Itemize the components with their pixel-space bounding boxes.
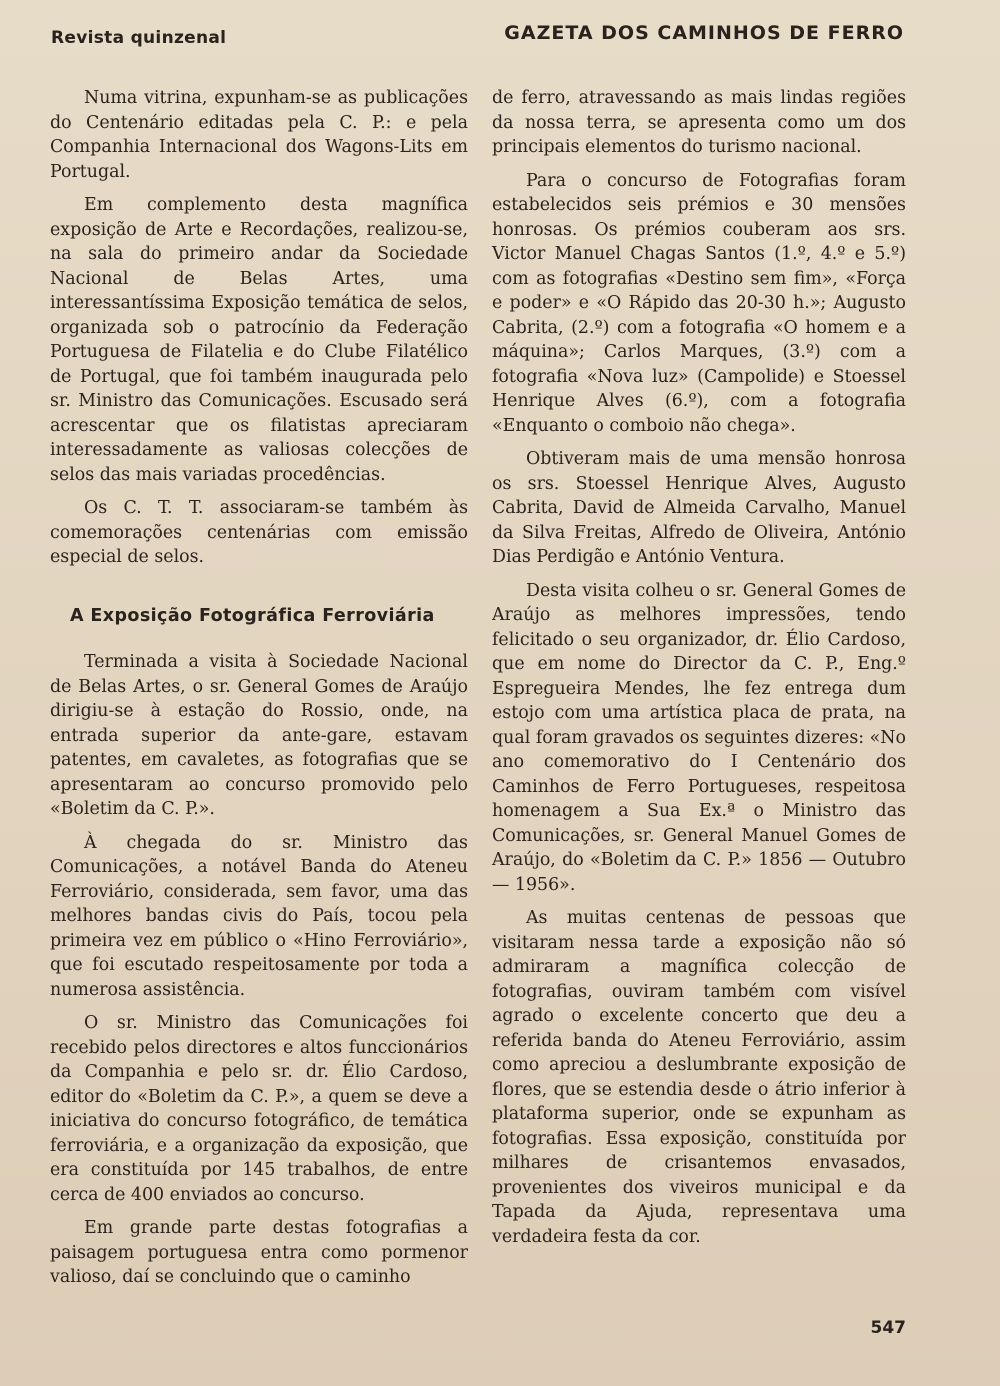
paragraph: À chegada do sr. Ministro das Comunicações, a notável Banda do Ateneu Ferroviário, considerada, sem favor, uma das melhores bandas civis do País, tocou pela primeira vez em público o «Hino Ferroviário», que foi escutado respeitosamente por toda a numerosa assistência.: [50, 832, 468, 1000]
paragraph-continuation: de ferro, atravessando as mais lindas regiões da nossa terra, se apresenta como um dos principais elementos do turismo nacional.: [492, 88, 906, 157]
paragraph: Em grande parte destas fotografias a paisagem portuguesa entra como pormenor valioso, daí se concluindo que o caminho: [50, 1218, 468, 1287]
paragraph: O sr. Ministro das Comunicações foi recebido pelos directores e altos funccionários da Companhia e pelo sr. dr. Élio Cardoso, editor do «Boletim da C. P.», a quem se deve a iniciativa do concurso fotográfico, de temática ferroviária, e a organização da exposição, que era constituída por 145 trabalhos, de entre cerca de 400 enviados ao concurso.: [50, 1013, 468, 1205]
paragraph: Terminada a visita à Sociedade Nacional de Belas Artes, o sr. General Gomes de Araújo dirigiu-se à estação do Rossio, onde, na entrada superior da ante-gare, estavam patentes, em cavaletes, as fotografias que se apresentaram ao concurso promovido pelo «Boletim da C. P.».: [50, 652, 468, 819]
paragraph: Desta visita colheu o sr. General Gomes de Araújo as melhores impressões, tendo felicitado o seu organizador, dr. Élio Cardoso, que em nome do Director da C. P., Eng.º Espregueira Mendes, lhe fez entrega dum estojo com uma artística placa de prata, na qual foram gravados os seguintes dizeres: «No ano comemorativo do I Centenário dos Caminhos de Ferro Portugueses, respeitosa homenagem a Sua Ex.ª o Ministro das Comunicações, sr. General Manuel Gomes de Araújo, do «Boletim da C. P.» 1856 — Outubro — 1956».: [492, 580, 906, 895]
paragraph: Os C. T. T. associaram-se também às comemorações centenárias com emissão especial de selos.: [50, 498, 468, 567]
running-header-right: GAZETA DOS CAMINHOS DE FERRO: [504, 22, 904, 44]
paragraph: Numa vitrina, expunham-se as publicações do Centenário editadas pela C. P.: e pela Companhia Internacional dos Wagons-Lits em Portugal.: [50, 88, 468, 182]
left-column: [50, 86, 468, 1299]
paragraph: As muitas centenas de pessoas que visitaram nessa tarde a exposição não só admiraram a magnífica colecção de fotografias, ouviram também com visível agrado o excelente concerto que deu a referida banda do Ateneu Ferroviário, assim como apreciou a deslumbrante exposição de flores, que se estendia desde o átrio inferior à plataforma superior, onde se expunham as fotografias. Essa exposição, constituída por milhares de crisantemos envasados, provenientes dos viveiros municipal e da Tapada da Ajuda, representava uma verdadeira festa da cor.: [492, 908, 906, 1247]
running-header-left: Revista quinzenal: [51, 28, 227, 48]
right-column: [492, 86, 906, 1258]
paragraph: Obtiveram mais de uma mensão honrosa os srs. Stoessel Henrique Alves, Augusto Cabrita, David de Almeida Carvalho, Manuel da Silva Freitas, Alfredo de Oliveira, António Dias Perdigão e António Ventura.: [492, 449, 906, 567]
paragraph: Em complemento desta magnífica exposição de Arte e Recordações, realizou-se, na sala do primeiro andar da Sociedade Nacional de Belas Artes, uma interessantíssima Exposição temática de selos, organizada sob o patrocínio da Federação Portuguesa de Filatelia e do Clube Filatélico de Portugal, que foi também inaugurada pelo sr. Ministro das Comunicações. Escusado será acrescentar que os filatistas apreciaram interessadamente as valiosas colecções de selos das mais variadas procedências.: [50, 195, 468, 485]
paragraph: Para o concurso de Fotografias foram estabelecidos seis prémios e 30 mensões honrosas. Os prémios couberam aos srs. Victor Manuel Chagas Santos (1.º, 4.º e 5.º) com as fotografias «Destino sem fim», «Força e poder» e «O Rápido das 20-30 h.»; Augusto Cabrita, (2.º) com a fotografia «O homem e a máquina»; Carlos Marques, (3.º) com a fotografia «Nova luz» (Campolide) e Stoessel Henrique Alves (6.º), com a fotografia «Enquanto o comboio não chega».: [492, 170, 906, 436]
page-number: 547: [870, 1318, 906, 1338]
section-title: A Exposição Fotográfica Ferroviária: [70, 605, 435, 626]
